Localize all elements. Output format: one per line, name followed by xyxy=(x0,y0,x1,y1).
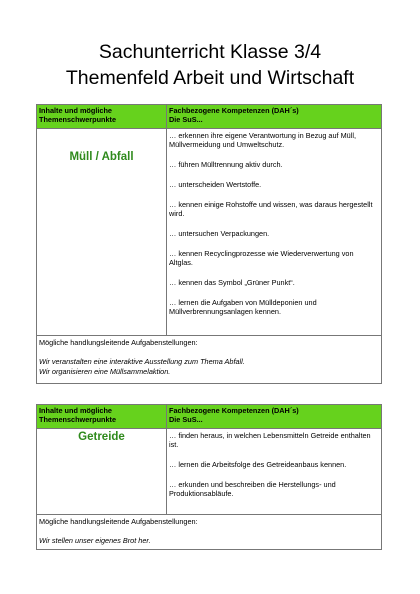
task-item: Wir veranstalten eine interaktive Ausstellung zum Thema Abfall. xyxy=(39,357,245,367)
list-item: … finden heraus, in welchen Lebensmitteln Getreide enthalten ist. xyxy=(169,431,371,450)
competency-list xyxy=(167,129,382,336)
tasks-label: Mögliche handlungsleitende Aufgabenstellungen: xyxy=(39,517,198,526)
list-item: … erkennen ihre eigene Verantwortung in Bezug auf Müll, Müllvermeidung und Umweltschutz. xyxy=(169,131,356,150)
header-competencies: Fachbezogene Kompetenzen (DAH´s) Die SuS... xyxy=(167,105,382,129)
list-item: … lernen die Aufgaben von Mülldeponien und Müllverbrennungsanlagen kennen. xyxy=(169,297,317,317)
tasks-cell xyxy=(37,336,382,384)
list-item: … kennen einige Rohstoffe und wissen, was daraus hergestellt wird. xyxy=(169,199,373,219)
list-item: … führen Mülltrennung aktiv durch. xyxy=(169,160,283,170)
header-topics: Inhalte und mögliche Themenschwerpunkte xyxy=(37,105,167,129)
competency-list xyxy=(167,429,382,515)
task-item: Wir organisieren eine Müllsammelaktion. xyxy=(39,366,171,376)
page-title xyxy=(0,40,420,91)
topic-table-waste xyxy=(36,104,382,384)
list-item: … kennen das Symbol „Grüner Punkt“. xyxy=(169,277,295,287)
list-item: … untersuchen Verpackungen. xyxy=(169,228,270,238)
list-item: … lernen die Arbeitsfolge des Getreideanbaus kennen. xyxy=(169,460,347,470)
tasks-label: Mögliche handlungsleitende Aufgabenstellungen: xyxy=(39,338,198,347)
list-item: … erkunden und beschreiben die Herstellungs- und Produktionsabläufe. xyxy=(169,479,336,499)
topic-name: Müll / Abfall xyxy=(69,151,134,163)
tasks-cell xyxy=(37,515,382,550)
title-line-1: Sachunterricht Klasse 3/4 xyxy=(98,41,322,63)
title-line-2: Themenfeld Arbeit und Wirtschaft xyxy=(65,66,355,89)
topic-name: Getreide xyxy=(78,431,125,443)
header-competencies: Fachbezogene Kompetenzen (DAH´s) Die SuS... xyxy=(167,405,382,429)
task-item: Wir stellen unser eigenes Brot her. xyxy=(39,536,151,546)
list-item: … kennen Recyclingprozesse wie Wiederverwertung von Altglas. xyxy=(169,248,354,268)
topic-cell xyxy=(37,429,167,515)
header-topics: Inhalte und mögliche Themenschwerpunkte xyxy=(37,405,167,429)
topic-cell xyxy=(37,129,167,336)
list-item: … unterscheiden Wertstoffe. xyxy=(169,179,262,189)
topic-table-grain xyxy=(36,404,382,550)
